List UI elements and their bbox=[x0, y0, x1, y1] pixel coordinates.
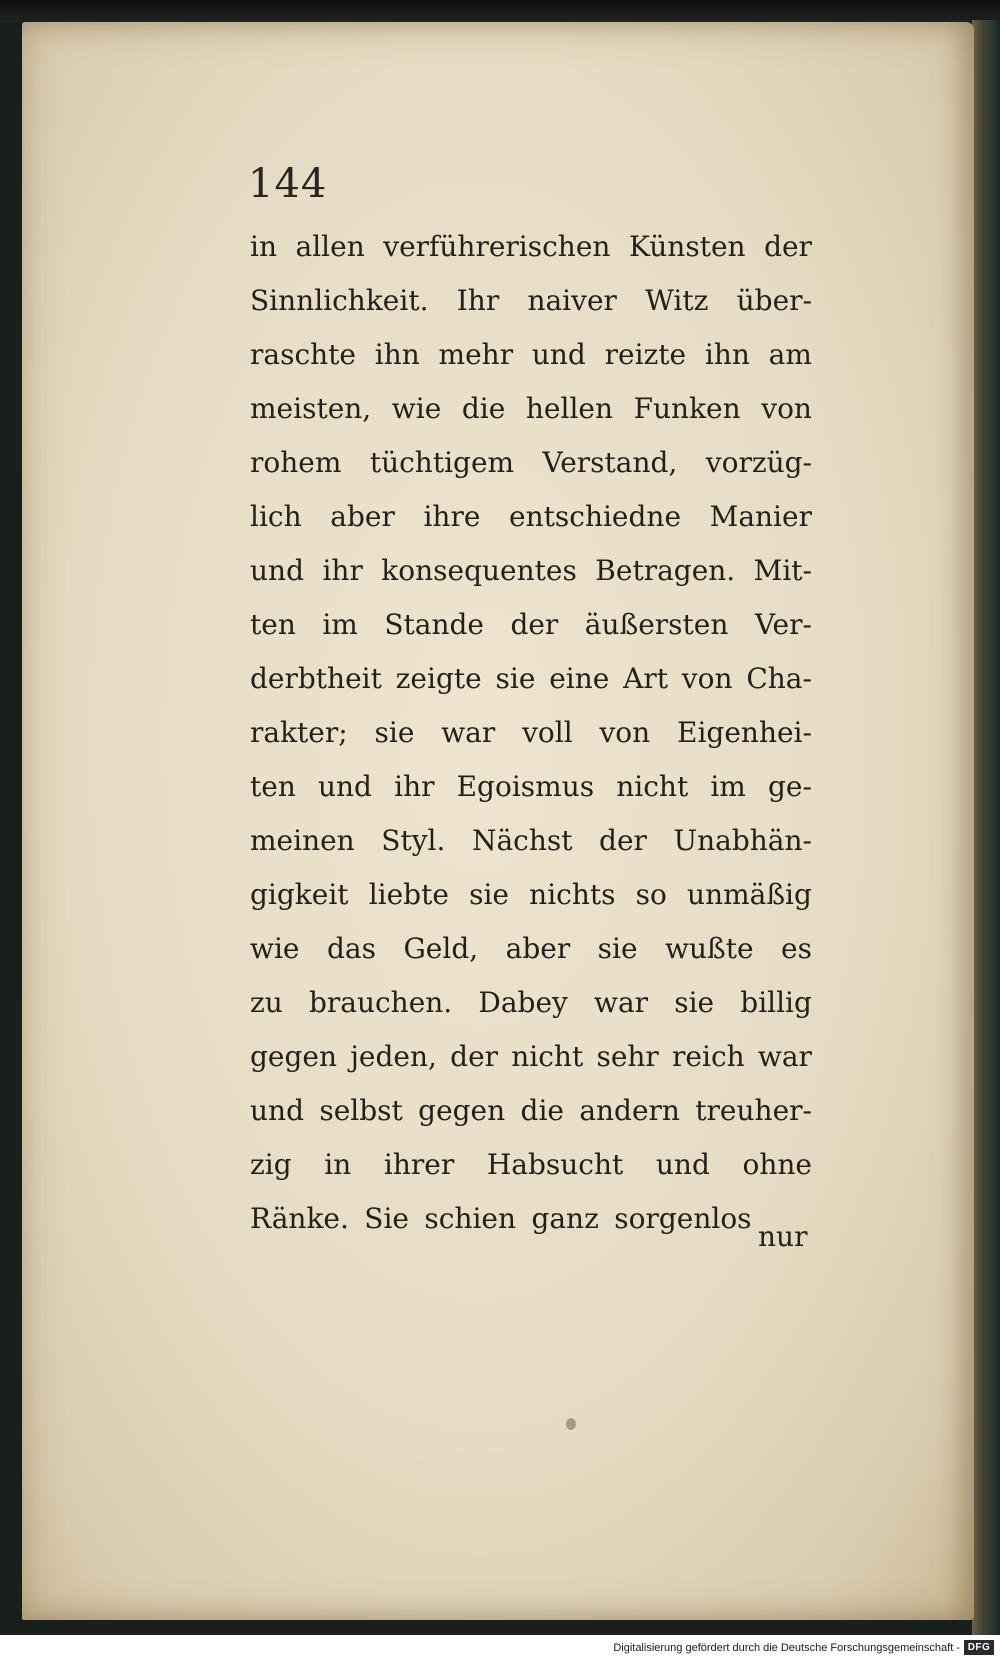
text-line-9 bbox=[250, 652, 812, 706]
word: von bbox=[681, 662, 733, 695]
book-edge bbox=[972, 20, 1000, 1635]
text-line-15 bbox=[250, 976, 812, 1030]
word: derbtheit bbox=[250, 662, 382, 695]
word: ihn bbox=[374, 338, 420, 371]
word: zeigte bbox=[395, 662, 482, 695]
word: sie bbox=[674, 986, 715, 1019]
text-line-5 bbox=[250, 436, 812, 490]
word: sie bbox=[469, 878, 509, 911]
word: Ränke. bbox=[250, 1202, 349, 1235]
word: Sie bbox=[364, 1202, 409, 1235]
word: treuher- bbox=[695, 1094, 812, 1127]
text-line-11 bbox=[250, 760, 812, 814]
word: ihr bbox=[322, 554, 363, 587]
word: Eigenhei- bbox=[677, 716, 812, 749]
word: die bbox=[520, 1094, 564, 1127]
page-number: 144 bbox=[248, 161, 328, 207]
word: in bbox=[324, 1148, 352, 1181]
word: war bbox=[594, 986, 649, 1019]
word: gigkeit bbox=[250, 878, 349, 911]
word: sie bbox=[374, 716, 415, 749]
word: Habsucht bbox=[486, 1148, 624, 1181]
word: wie bbox=[250, 932, 300, 965]
word: der bbox=[510, 608, 559, 641]
text-line-1 bbox=[250, 220, 812, 274]
word: jeden, bbox=[350, 1040, 437, 1073]
text-line-10 bbox=[250, 706, 812, 760]
catchword: nur bbox=[758, 1220, 808, 1253]
word: aber bbox=[505, 932, 571, 965]
word: meisten, bbox=[250, 392, 372, 425]
word: der bbox=[450, 1040, 499, 1073]
word: über- bbox=[736, 284, 812, 317]
text-line-7 bbox=[250, 544, 812, 598]
word: vorzüg- bbox=[705, 446, 812, 479]
word: Künsten bbox=[628, 230, 746, 263]
word: ihn bbox=[704, 338, 750, 371]
word: meinen bbox=[250, 824, 355, 857]
text-line-12 bbox=[250, 814, 812, 868]
text-line-14 bbox=[250, 922, 812, 976]
word: tüchtigem bbox=[369, 446, 515, 479]
word: hellen bbox=[525, 392, 614, 425]
word: sie bbox=[597, 932, 638, 965]
text-line-16 bbox=[250, 1030, 812, 1084]
ink-smudge bbox=[566, 1418, 576, 1430]
word: am bbox=[768, 338, 812, 371]
word: voll bbox=[522, 716, 573, 749]
word: reich bbox=[672, 1040, 745, 1073]
word: Mit- bbox=[753, 554, 812, 587]
word: Witz bbox=[645, 284, 709, 317]
word: reizte bbox=[604, 338, 687, 371]
word: Dabey bbox=[478, 986, 568, 1019]
word: eine bbox=[549, 662, 610, 695]
word: ihrer bbox=[383, 1148, 455, 1181]
word: und bbox=[250, 554, 304, 587]
word: nicht bbox=[616, 770, 689, 803]
word: selbst bbox=[319, 1094, 403, 1127]
word: Manier bbox=[709, 500, 812, 533]
word: wußte bbox=[665, 932, 754, 965]
word: zu bbox=[250, 986, 283, 1019]
word: Egoismus bbox=[456, 770, 595, 803]
word: der bbox=[764, 230, 812, 263]
word: Ver- bbox=[754, 608, 812, 641]
word: Stande bbox=[384, 608, 484, 641]
word: war bbox=[757, 1040, 812, 1073]
word: rakter; bbox=[250, 716, 348, 749]
word: billig bbox=[740, 986, 812, 1019]
word: und bbox=[317, 770, 372, 803]
word: Nächst bbox=[471, 824, 573, 857]
word: so bbox=[635, 878, 667, 911]
word: Betragen. bbox=[595, 554, 736, 587]
word: die bbox=[461, 392, 506, 425]
word: wie bbox=[391, 392, 442, 425]
word: im bbox=[322, 608, 358, 641]
word: von bbox=[761, 392, 812, 425]
word: konsequentes bbox=[381, 554, 577, 587]
word: der bbox=[599, 824, 647, 857]
word: und bbox=[531, 338, 586, 371]
word: und bbox=[655, 1148, 710, 1181]
body-text bbox=[250, 220, 812, 1246]
text-line-19 bbox=[250, 1192, 812, 1246]
word: rohem bbox=[250, 446, 342, 479]
word: Sinnlichkeit. bbox=[250, 284, 429, 317]
word: ganz bbox=[531, 1202, 599, 1235]
scan-background-top bbox=[0, 0, 1000, 22]
text-line-4 bbox=[250, 382, 812, 436]
word: Ihr bbox=[456, 284, 500, 317]
word: raschte bbox=[250, 338, 356, 371]
word: ten bbox=[250, 770, 296, 803]
word: zig bbox=[250, 1148, 292, 1181]
word: es bbox=[781, 932, 812, 965]
word: verführerischen bbox=[383, 230, 611, 263]
text-line-2 bbox=[250, 274, 812, 328]
text-line-17 bbox=[250, 1084, 812, 1138]
word: allen bbox=[295, 230, 365, 263]
word: naiver bbox=[527, 284, 617, 317]
word: Styl. bbox=[381, 824, 446, 857]
word: ten bbox=[250, 608, 296, 641]
word: ge- bbox=[767, 770, 812, 803]
word: gegen bbox=[250, 1040, 338, 1073]
text-line-13 bbox=[250, 868, 812, 922]
word: nichts bbox=[529, 878, 616, 911]
text-line-18 bbox=[250, 1138, 812, 1192]
word: gegen bbox=[418, 1094, 506, 1127]
word: Unabhän- bbox=[673, 824, 812, 857]
word: entschiedne bbox=[509, 500, 682, 533]
word: Geld, bbox=[403, 932, 479, 965]
word: das bbox=[326, 932, 376, 965]
word: war bbox=[441, 716, 496, 749]
word: ohne bbox=[742, 1148, 812, 1181]
word: andern bbox=[579, 1094, 680, 1127]
text-line-3 bbox=[250, 328, 812, 382]
text-line-6 bbox=[250, 490, 812, 544]
word: brauchen. bbox=[308, 986, 453, 1019]
word: Art bbox=[623, 662, 668, 695]
text-line-8 bbox=[250, 598, 812, 652]
word: in bbox=[250, 230, 277, 263]
word: mehr bbox=[438, 338, 514, 371]
word: ihre bbox=[423, 500, 481, 533]
word: nicht bbox=[511, 1040, 584, 1073]
word: Funken bbox=[633, 392, 741, 425]
word: von bbox=[599, 716, 651, 749]
word: sorgenlos bbox=[614, 1202, 752, 1235]
word: im bbox=[710, 770, 746, 803]
word: Verstand, bbox=[542, 446, 678, 479]
digitization-credit: Digitalisierung gefördert durch die Deutsche Forschungsgemeinschaft - bbox=[613, 1642, 960, 1654]
word: sie bbox=[495, 662, 536, 695]
dfg-logo: DFG bbox=[964, 1640, 994, 1655]
word: sehr bbox=[596, 1040, 659, 1073]
word: Cha- bbox=[746, 662, 812, 695]
word: liebte bbox=[368, 878, 449, 911]
word: ihr bbox=[394, 770, 435, 803]
word: schien bbox=[424, 1202, 517, 1235]
word: äußersten bbox=[584, 608, 729, 641]
word: aber bbox=[330, 500, 395, 533]
word: lich bbox=[250, 500, 302, 533]
word: und bbox=[250, 1094, 304, 1127]
word: unmäßig bbox=[687, 878, 812, 911]
